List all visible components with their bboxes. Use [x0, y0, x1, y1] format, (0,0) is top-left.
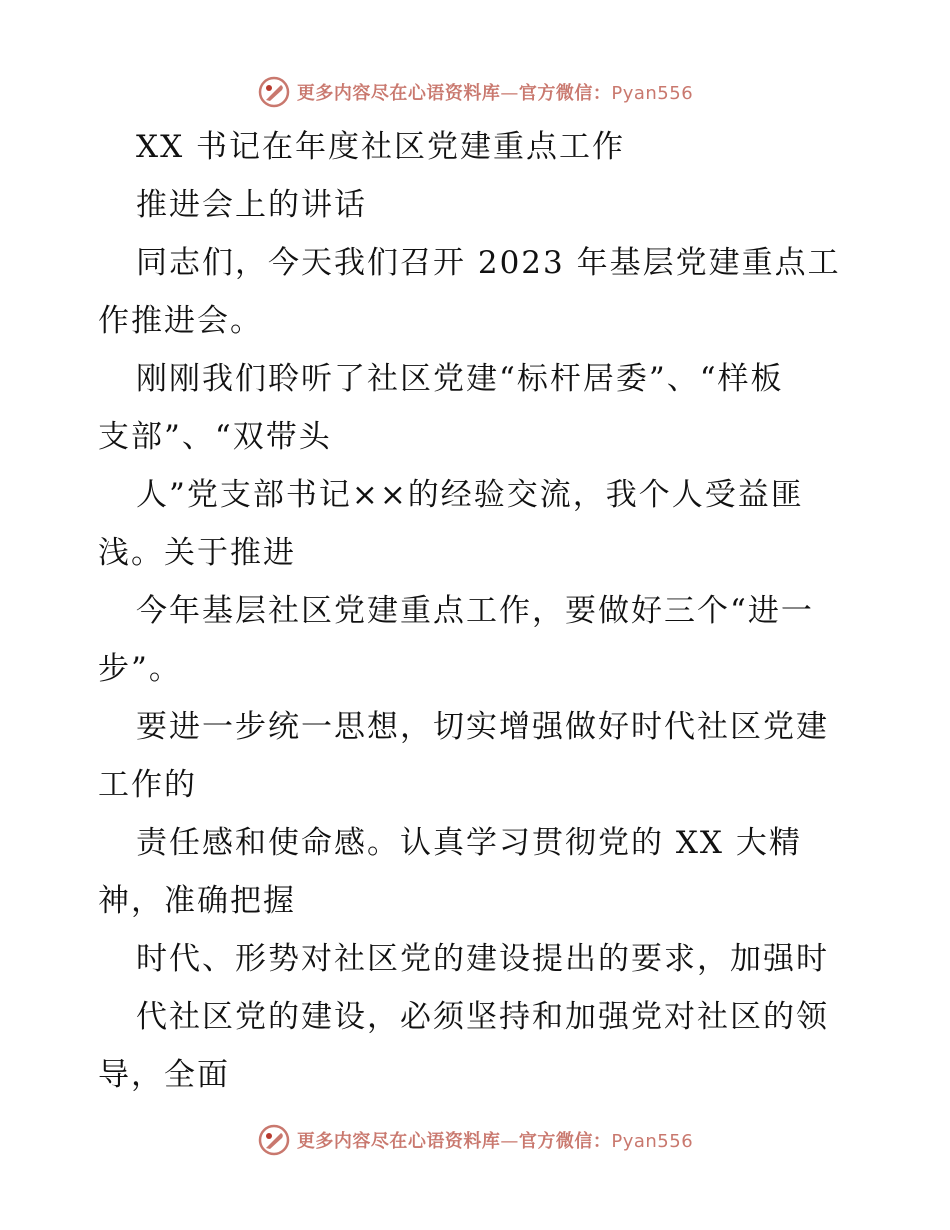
- watermark-contact-label: 官方微信：: [518, 1131, 612, 1152]
- watermark-contact-id: Pyan556: [611, 1131, 694, 1152]
- paragraph-line: 工作的: [98, 767, 197, 803]
- watermark-separator: —: [500, 1131, 519, 1152]
- document-body: [98, 118, 858, 1104]
- paragraph-line: 神，准确把握: [98, 883, 296, 919]
- paragraph-line: 刚刚我们聆听了社区党建“标杆居委”、“样板: [136, 361, 784, 397]
- feather-pen-circle-icon: [257, 1123, 291, 1157]
- paragraph-line: 人”党支部书记××的经验交流，我个人受益匪: [136, 477, 804, 513]
- footer-watermark: [0, 1120, 950, 1160]
- paragraph-line: 步”。: [98, 651, 182, 687]
- watermark-separator: —: [500, 83, 519, 104]
- paragraph-line: 同志们，今天我们召开 2023 年基层党建重点工: [136, 245, 841, 281]
- paragraph-line: 时代、形势对社区党的建设提出的要求，加强时: [136, 941, 829, 977]
- watermark-brand-text: 更多内容尽在心语资料库: [296, 1131, 501, 1152]
- header-watermark: [0, 72, 950, 112]
- paragraph-line: 代社区党的建设，必须坚持和加强党对社区的领: [136, 999, 829, 1035]
- watermark-contact-label: 官方微信：: [518, 83, 612, 104]
- feather-pen-circle-icon: [257, 75, 291, 109]
- watermark-contact-id: Pyan556: [611, 83, 694, 104]
- paragraph-line: 责任感和使命感。认真学习贯彻党的 XX 大精: [136, 825, 802, 861]
- paragraph-line: 要进一步统一思想，切实增强做好时代社区党建: [136, 709, 829, 745]
- title-line-2: 推进会上的讲话: [136, 187, 367, 223]
- paragraph-line: 作推进会。: [98, 303, 263, 339]
- title-line-1: XX 书记在年度社区党建重点工作: [136, 129, 625, 165]
- paragraph-line: 导，全面: [98, 1057, 230, 1093]
- paragraph-line: 浅。关于推进: [98, 535, 296, 571]
- watermark-brand-text: 更多内容尽在心语资料库: [296, 83, 501, 104]
- paragraph-line: 今年基层社区党建重点工作，要做好三个“进一: [136, 593, 814, 629]
- paragraph-line: 支部”、“双带头: [98, 419, 332, 455]
